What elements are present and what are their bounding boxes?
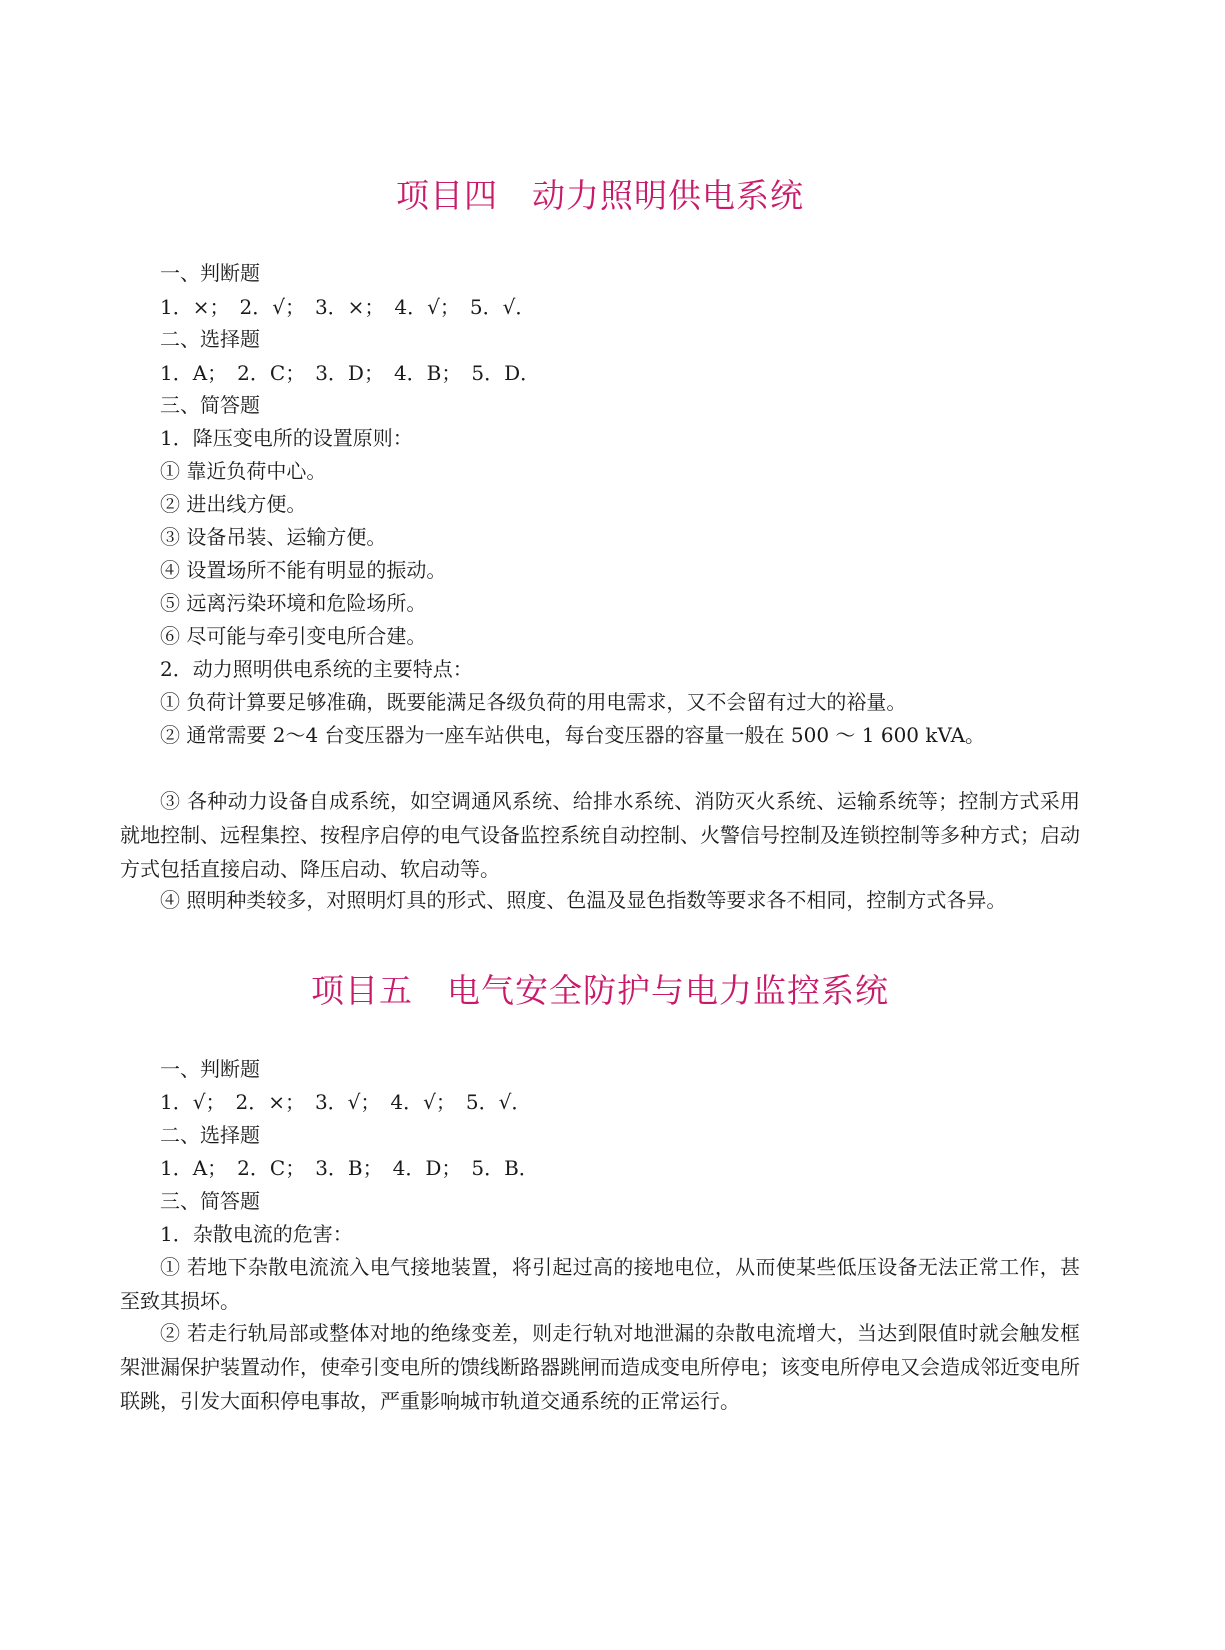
p5-q1-point: ② 若走行轨局部或整体对地的绝缘变差，则走行轨对地泄漏的杂散电流增大，当达到限值时就会触发框架泄漏保护装置动作，使牵引变电所的馈线断路器跳闸而造成变电所停电；该变电所停电又会造成邻近变电所联跳，引发大面积停电事故，严重影响城市轨道交通系统的正常运行。 bbox=[120, 1321, 1080, 1413]
p4-short-heading: 三、简答题 bbox=[160, 393, 260, 417]
p5-choice-heading: 二、选择题 bbox=[160, 1123, 260, 1147]
p4-q1-item: ① 靠近负荷中心。 bbox=[160, 459, 327, 483]
p5-q1-point: ① 若地下杂散电流流入电气接地装置，将引起过高的接地电位，从而使某些低压设备无法正常工作，甚至致其损坏。 bbox=[120, 1255, 1080, 1313]
p5-judge-answers: 1．√； 2．×； 3．√； 4．√； 5．√． bbox=[160, 1090, 532, 1114]
p4-q1-item: ③ 设备吊装、运输方便。 bbox=[160, 525, 387, 549]
p5-short-heading: 三、简答题 bbox=[160, 1189, 260, 1213]
p4-q1-item: ⑤ 远离污染环境和危险场所。 bbox=[160, 591, 427, 615]
p4-judge-heading: 一、判断题 bbox=[160, 261, 260, 285]
p4-choice-answers: 1．A； 2．C； 3．D； 4．B； 5．D． bbox=[160, 361, 541, 385]
p4-q2-point: ③ 各种动力设备自成系统，如空调通风系统、给排水系统、消防灭火系统、运输系统等；控制方式采用就地控制、远程集控、按程序启停的电气设备监控系统自动控制、火警信号控制及连锁控制等多种方式；启动方式包括直接启动、降压启动、软启动等。 bbox=[120, 789, 1080, 881]
p4-q2-point: ① 负荷计算要足够准确，既要能满足各级负荷的用电需求，又不会留有过大的裕量。 bbox=[160, 690, 907, 714]
p4-q2-point: ④ 照明种类较多，对照明灯具的形式、照度、色温及显色指数等要求各不相同，控制方式各异。 bbox=[160, 888, 1007, 912]
project5-title: 项目五 电气安全防护与电力监控系统 bbox=[311, 971, 889, 1010]
p5-judge-heading: 一、判断题 bbox=[160, 1057, 260, 1081]
p4-q1-item: ⑥ 尽可能与牵引变电所合建。 bbox=[160, 624, 427, 648]
project4-title: 项目四 动力照明供电系统 bbox=[396, 176, 804, 215]
p5-choice-answers: 1．A； 2．C； 3．B； 4．D； 5．B． bbox=[160, 1156, 539, 1180]
p5-q1: 1．杂散电流的危害： bbox=[160, 1222, 353, 1246]
p4-q1-item: ② 进出线方便。 bbox=[160, 492, 307, 516]
p4-choice-heading: 二、选择题 bbox=[160, 327, 260, 351]
p4-q1-item: ④ 设置场所不能有明显的振动。 bbox=[160, 558, 447, 582]
p4-q2-point: ② 通常需要 2～4 台变压器为一座车站供电，每台变压器的容量一般在 500 ～ 1 600 kVA。 bbox=[160, 723, 986, 747]
p4-q1: 1．降压变电所的设置原则： bbox=[160, 426, 413, 450]
p4-judge-answers: 1．×； 2．√； 3．×； 4．√； 5．√． bbox=[160, 295, 536, 319]
p4-q2: 2．动力照明供电系统的主要特点： bbox=[160, 657, 473, 681]
